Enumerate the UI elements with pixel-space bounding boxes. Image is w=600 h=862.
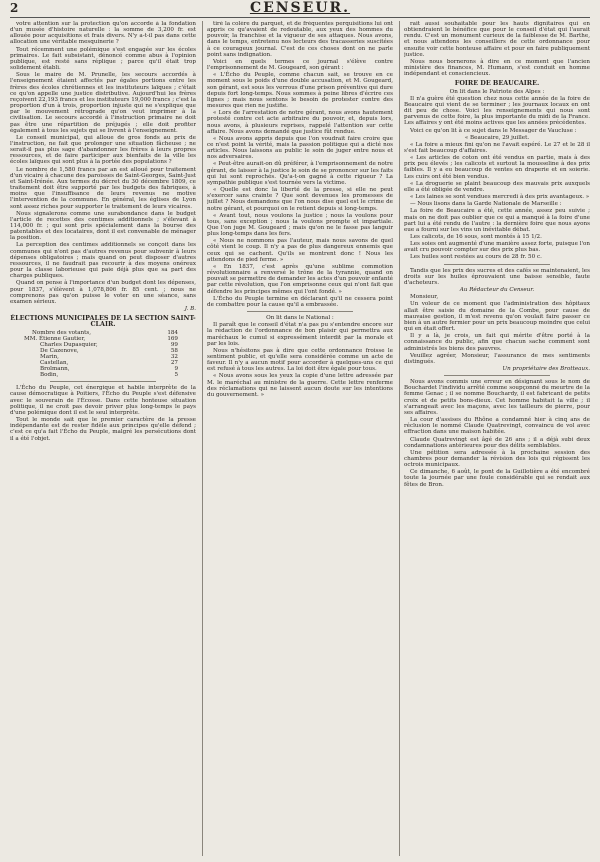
paragraph: Nous n'hésitons pas à dire que cette ordonnance froisse le sentiment public, et qu'elle sera considérée comme un acte de faveur. Il n'y a aucun motif pour accorder à quelques-uns ce qui est refusé à tous les autres. La loi doit être égale pour tous. <box>207 347 393 373</box>
paragraph: La perception des centimes additionnels se conçoit dans les communes qui n'ont pas d'autres revenus pour subvenir à leurs dépenses obligatoires ; mais quand on peut disposer d'autres ressources, il ne faudrait pas recourir à des moyens onéreux pour la classe laborieuse qui paie déjà plus que sa part des charges publiques. <box>10 242 196 280</box>
candidate-votes: 32 <box>170 353 178 360</box>
column-divider <box>399 21 400 856</box>
signature: J. B. <box>184 306 196 313</box>
votes-label: Nombre des votants, <box>32 329 92 336</box>
paragraph: Le nombre de 1,580 francs par an est alloué pour traitement d'un vicaire à chacune des paroisses de Saint-Georges, Saint-Just et Saint-Irénée. Aux termes du décret du 30 décembre 1809, ce traitement doit être supporté par les budgets des fabriques, à moins que l'insuffisance de leurs revenus ne motive l'intervention de la commune. En général, les églises de Lyon sont assez riches pour supporter le traitement de leurs vicaires. <box>10 166 196 210</box>
votes-count: 184 <box>167 329 178 336</box>
paragraph: Il y a là, je crois, un fait qui mérite d'être porté à la connaissance du public, afin que chacun sache comment sont administrés les biens des pauvres. <box>404 333 590 352</box>
candidate-name: De Cazenove, <box>40 347 79 354</box>
candidate-name: Brolmann, <box>40 366 70 373</box>
paragraph: Le conseil municipal, qui alloue de gros fonds au prix de l'instruction, ne fait que prolonger une situation fâcheuse ; ne serait-il pas plus sage d'abandonner les frères à leurs propres ressources, et de faire participer aux bienfaits de la ville les écoles laïques qui sont plus à la portée des populations ? <box>10 134 196 166</box>
paragraph: « Quelle est donc la liberté de la presse, si elle ne peut s'exercer sans crainte ? Que sont devenues les promesses de juillet ? Nous demandons que l'on nous dise quel est le crime de notre gérant, et pourquoi on le retient depuis si long-temps. <box>207 187 393 212</box>
paragraph: « La foire a mieux fini qu'on ne l'avait espéré. Le 27 et le 28 il s'est fait beaucoup d'affaires. <box>404 141 590 154</box>
paragraph: Tout récemment une polémique s'est engagée sur les écoles primaires. Le fait subsistant, dénoncé comme abus à l'opinion publique, est resté sans réplique ; parce qu'il était trop solidement établi. <box>10 46 196 72</box>
paragraph: Nous signalerons comme une surabondance dans le budget l'article de recettes des centimes additionnels ; s'élevant à 114,000 fr. ; qui sont pris spécialement dans la bourse des patentables et des locataires, dont il est convenable de ménager la position. <box>10 210 196 242</box>
paragraph: « Nous avons sous les yeux la copie d'une lettre adressée par M. le maréchal au ministre de la guerre. Cette lettre renferme des réclamations qui ne laissent aucun doute sur les intentions du gouvernement. » <box>207 373 393 398</box>
paragraph: votre attention sur la protection qu'on accorde à la fondation d'un musée d'histoire naturelle : la somme de 3,200 fr. est allouée pour acquisitions et frais divers. N'y a-t-il pas dans cette allocation une véritable mesquinerie ? <box>10 21 196 46</box>
paragraph: Un voleur de ce moment que l'administration des hôpitaux allait être saisie du domaine de la Combe, pour cause de mauvaise gestion, il m'est revenu qu'on voulait faire passer ce bien à un autre fermier pour un prix beaucoup moindre que celui qui en était offert. <box>404 301 590 333</box>
candidate-votes: 99 <box>170 341 178 348</box>
candidate-votes: 58 <box>170 347 178 354</box>
paragraph: Sous le maire de M. Prunelle, les secours accordés à l'enseignement étaient affectés par égales portions entre les frères des écoles chrétiennes et les instituteurs laïques ; c'était ce qu'on appelle une justice distributive. Aujourd'hui les frères reçoivent 22,193 francs et les instituteurs 19,000 francs ; c'est la proportion d'un à trois, proportion injuste qui ne s'explique que par le mouvement rétrograde qu'on veut imprimer à la civilisation. Le secours accordé à l'instruction primaire ne doit pas être une répartition de préjugés ; elle doit profiter également à tous les sujets qui se livrent à l'enseignement. <box>10 72 196 134</box>
paragraph: « Les laines se sont vendues mercredi à des prix avantageux. » <box>410 194 590 201</box>
letter-signature: Un propriétaire des Brotteaux. <box>502 365 590 372</box>
paragraph: Tandis que les prix des sucres et des cafés se maintenaient, les droits sur les huiles éprouvaient une baisse sensible, faute d'acheteurs. <box>404 267 590 286</box>
paragraph: — Nous lisons dans la Garde Nationale de Marseille : <box>410 201 562 208</box>
paragraph: Il n'a guère été question chez nous cette année de la foire de Beaucaire qui vient de se terminer ; les journaux locaux en ont dit peu de chose. Voici les renseignements qui nous sont parvenus de cette foire, la plus importante du midi de la France. Les affaires y ont été moins actives que les années précédentes. <box>404 95 590 127</box>
paragraph: « La droguerie se plaint beaucoup des mauvais prix auxquels elle a été obligée de vendre. <box>404 180 590 193</box>
paragraph: Veuillez agréer, Monsieur, l'assurance de mes sentiments distingués. <box>404 352 590 365</box>
letter-recipient: Au Rédacteur du Censeur. <box>459 287 535 294</box>
section-divider <box>50 381 156 382</box>
paragraph: tiré la colère du parquet, et de fréquentes perquisitions lui ont appris ce qu'avaient de redoutable, aux yeux des hommes du pouvoir, la franchise et la vigueur de ses attaques. Nous avons, dans le temps, entretenu nos lecteurs des tracasseries suscitées à ce courageux journal. C'est de ces choses dont on ne parle point sans indignation. <box>207 21 393 58</box>
paragraph: Claude Quatrevingt est âgé de 26 ans ; il a déjà subi deux condamnations antérieures pour des délits semblables. <box>404 436 590 449</box>
paragraph: Une pétition sera adressée à la prochaine session des chambres pour demander la révision des lois qui régissent les octrois municipaux. <box>404 449 590 469</box>
election-results-table <box>10 330 196 379</box>
section-divider <box>444 264 550 265</box>
section-title: FOIRE DE BEAUCAIRE. <box>454 79 540 88</box>
candidate-name: Castellan, <box>40 359 69 366</box>
paragraph: L'Écho du Peuple termine en déclarant qu'il ne cessera point de combattre pour la cause qu'il a embrassée. <box>207 295 393 308</box>
section-title: ÉLECTIONS MUNICIPALES DE LA SECTION SAINT-CLAIR. <box>10 314 196 329</box>
paragraph: « Les articles de coton ont été vendus en partie, mais à des prix peu élevés ; les calicots et surtout la mousseline à des prix faibles. Il y a eu beaucoup de ventes en draperie et en soierie. Les cuirs ont été bien vendus. <box>404 155 590 180</box>
column-divider <box>202 21 203 856</box>
section-divider <box>444 375 550 376</box>
paragraph: L'Écho du Peuple, cet énergique et habile interprète de la cause démocratique à Poitiers, l'Écho du Peuple s'est défensive avec le souverain de l'Écosse. Dans cette honteuse situation politique, il ne croit pas devoir priver plus long-temps le pays d'une polémique dont il est le seul interprète. <box>10 385 196 416</box>
column-3 <box>404 21 590 856</box>
paragraph: Il paraît que le conseil d'état n'a pas pu s'entendre encore sur la rédaction de l'ordonnance de bon plaisir qui permettra aux maréchaux le cumul si expressément interdit par la morale et par les lois. <box>207 322 393 347</box>
section-divider <box>247 311 353 312</box>
header-rule <box>10 17 590 18</box>
table-row <box>10 372 196 378</box>
paragraph: Nous nous bornerons à dire en ce moment que l'ancien ministère des finances, M. Humann, s'est conduit en homme indépendant et consciencieux. <box>404 58 590 78</box>
paragraph: « Avant tout, nous voulons la justice ; nous la voulons pour tous, sans exception ; nous la voulons prompte et impartiale. Que l'on juge M. Gougeard ; mais qu'on ne le fasse pas languir plus long-temps dans les fers. <box>207 212 393 238</box>
paragraph: rait aussi souhaitable pour les hauts dignitaires qui en obtiendraient le bénéfice que pour le conseil d'état qui l'aurait rendu. C'est un monument curieux de la faiblesse de M. Barthe, et nous attendons les conseillers de cette ordonnance pour ensuite voir cette honteuse affaire et pour en faire publiquement justice. <box>404 21 590 58</box>
letter-salutation: Monsieur, <box>410 294 439 301</box>
candidate-votes: 27 <box>170 359 178 366</box>
paragraph: « Nous avons appris depuis que l'on voudrait faire croire que ce n'est point la vérité, mais la passion politique qui a dicté nos articles. Nous laissons au public le soin de juger entre nous et nos adversaires. <box>207 135 393 161</box>
dateline: « Beaucaire, 29 juillet. <box>464 134 530 141</box>
paragraph: Voici ce qu'on lit à ce sujet dans le Messager de Vaucluse : <box>410 127 577 134</box>
page-number: 2 <box>10 1 19 15</box>
paragraph: Les soies ont augmenté d'une manière assez forte, puisque l'on avait cru pouvoir compter sur des prix plus bas. <box>404 241 590 254</box>
column-2 <box>207 21 393 856</box>
candidate-votes: 169 <box>167 335 178 342</box>
candidate-name: Charles Dupasquier, <box>40 341 98 348</box>
column-1 <box>10 21 196 856</box>
page-header <box>0 0 600 20</box>
paragraph: « En 1837, c'est après qu'une sublime commotion révolutionnaire a renversé le trône de la tyrannie, quand on pouvait se permettre de demander les actes d'un pouvoir enfanté par cette révolution, que l'on emprisonne ceux qui n'ont fait que défendre les principes mêmes qui l'ont fondé. » <box>207 263 393 295</box>
candidate-name: Bodin, <box>40 372 59 379</box>
candidate-name: MM. Étienne Gautier, <box>24 335 86 342</box>
candidate-votes: 5 <box>174 372 178 379</box>
paragraph: « L'Écho du Peuple, comme chacun sait, se trouve en ce moment sous le poids d'une double accusation, et M. Gougeard, son gérant, est sous les verrous d'une prison préventive qui dure depuis fort long-temps. Nous sommes à peine libres d'écrire ces lignes ; mais nous sentons le besoin de protester contre des mesures que rien ne justifie. <box>207 72 393 110</box>
candidate-name: Marin, <box>40 353 59 360</box>
masthead: CENSEUR. <box>249 0 351 16</box>
paragraph: Tout le monde sait que le premier caractère de la presse indépendante est de rester fidèle aux principes qu'elle défend ; c'est ce qu'a fait l'Écho du Peuple, malgré les persécutions dont il a été l'objet. <box>10 417 196 442</box>
candidate-votes: 9 <box>174 366 178 373</box>
paragraph: Nous avons commis une erreur en désignant sous le nom de Bouchardet l'individu arrêté comme soupçonné du meurtre de la femme Genac ; il se nomme Bouchardy, il est fabricant de petits croix et de petits bons-dieux. Cet homme habitait la ville ; il s'arrangeait avec les maçons, avec les tailleurs de pierre, pour ses affaires. <box>404 379 590 416</box>
paragraph: Les calicots, de 16 sous, sont montés à 15 1/2. <box>410 234 542 240</box>
paragraph: « Peut-être aurait-on dû préférer, à l'emprisonnement de notre gérant, de laisser à la justice le soin de se prononcer sur les faits qui lui sont reprochés. Qu'a-t-on gagné à cette rigueur ? La sympathie publique s'est tournée vers la victime. <box>207 161 393 186</box>
section-heading: On lit dans le National : <box>266 315 334 322</box>
paragraph: Les huiles sont restées au cours de 28 fr. 50 c. <box>410 254 542 261</box>
paragraph: La foire de Beaucaire a été, cette année, assez peu suivie ; mais on ne doit pas oublier que ce qui a manqué à la foire d'une part lui a été rendu de l'autre : la dernière foire que nous ayons eue a fourni sur les vins un inévitable débat. <box>404 208 590 233</box>
paragraph: « Nous ne nommons pas l'auteur, mais nous savons de quel côté vient le coup. Il n'y a pas de plus dangereux ennemis que ceux qui se cachent. Qu'ils se montrent donc ! Nous les attendons de pied ferme. » <box>207 238 393 263</box>
paragraph: Ce dimanche, 6 août, le pont de la Guillotière a été encombré toute la journée par une foule considérable qui se rendait aux fêtes de Bron. <box>404 469 590 488</box>
paragraph: Voici en quels termes ce journal s'élève contre l'emprisonnement de M. Gougeard, son gérant : <box>207 58 393 72</box>
section-heading: On lit dans le Patriote des Alpes : <box>449 88 545 95</box>
paragraph: La cour d'assises du Rhône a condamné hier à cinq ans de réclusion le nommé Claude Quatrevingt, convaincu de vol avec effraction dans une maison habitée. <box>404 417 590 436</box>
paragraph: Quand on pense à l'importance d'un budget dont les dépenses, pour 1837, s'élèvent à 1,078,806 fr. 85 cent. ; nous ne comprenons pas qu'on puisse le voter en une séance, sans examen sérieux. <box>10 280 196 305</box>
paragraph: « Lors de l'arrestation de notre gérant, nous avons hautement protesté contre cet acte arbitraire du pouvoir, et, depuis lors, nous avons, à plusieurs reprises, rappelé l'attention sur cette affaire. Nous avons demandé que justice fût rendue. <box>207 110 393 135</box>
